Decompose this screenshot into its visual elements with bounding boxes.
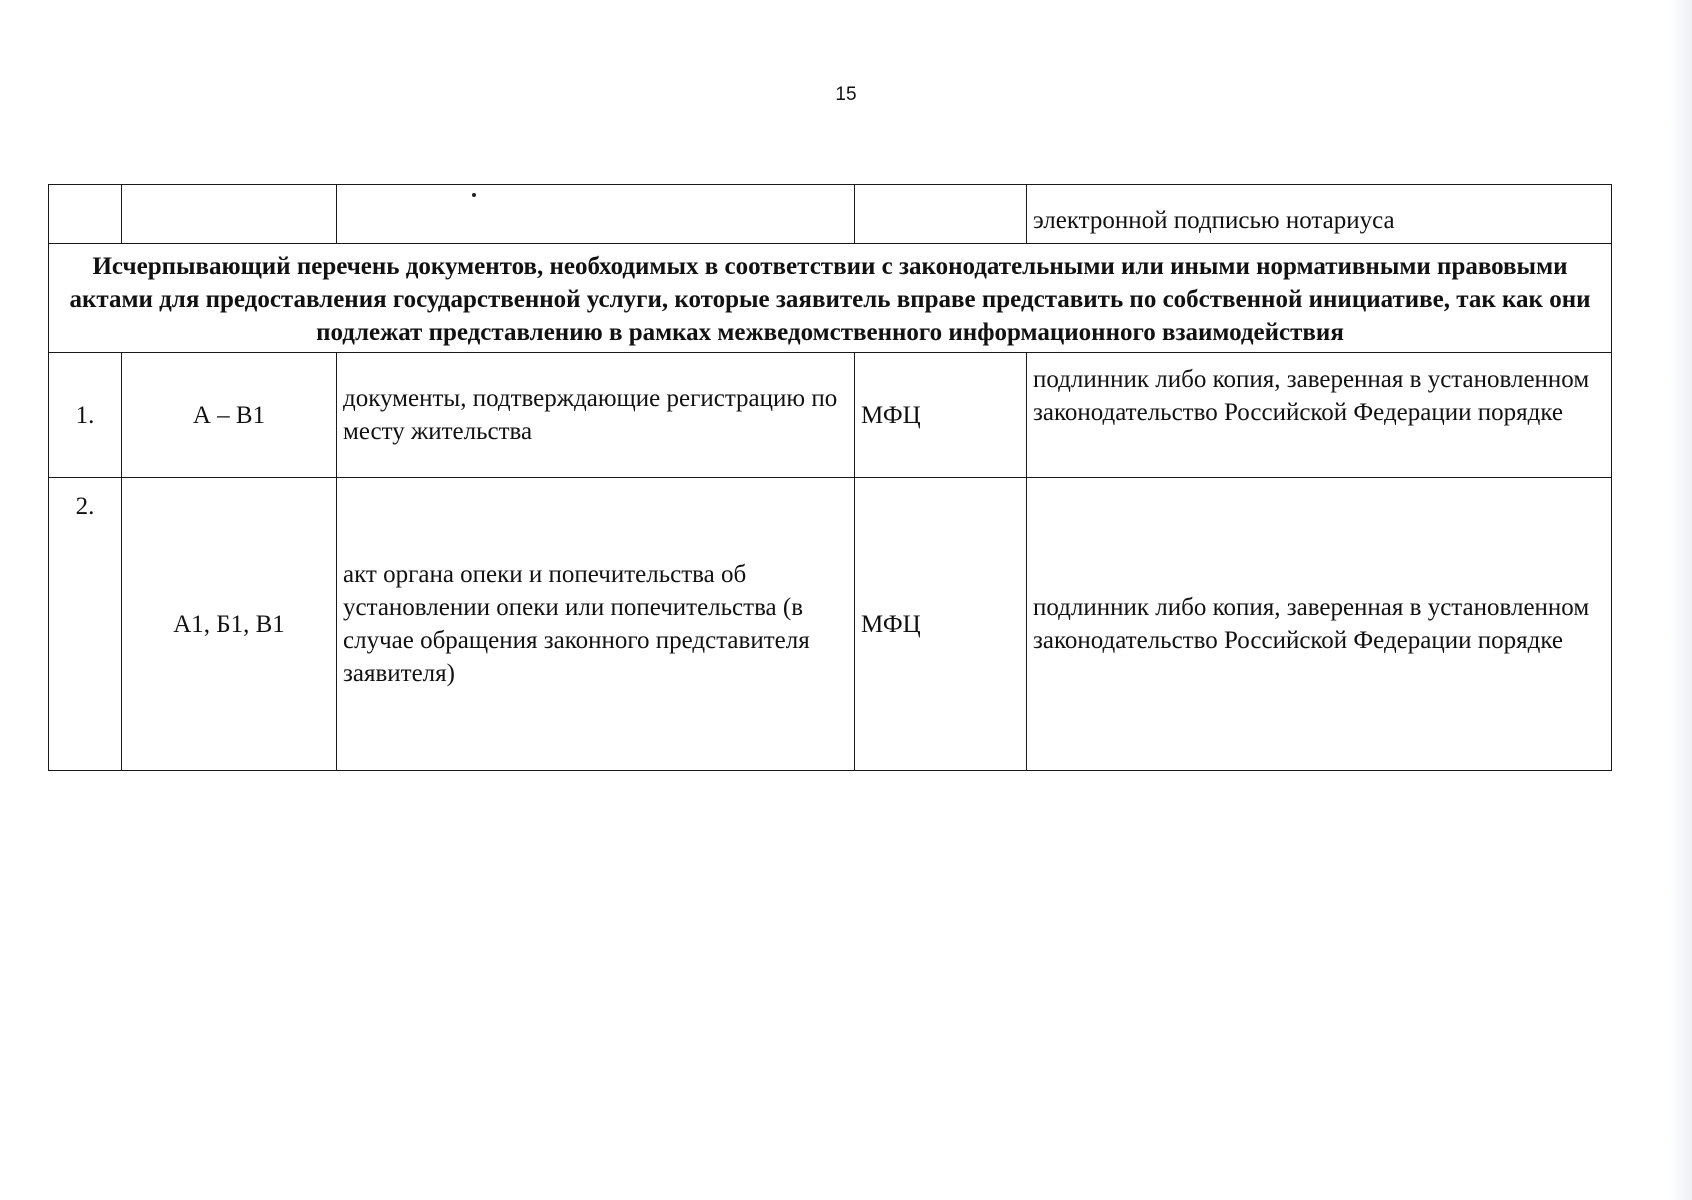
cell-form: подлинник либо копия, заверенная в установленном законодательство Российской Федерации порядке [1027,353,1612,478]
cell-document: документы, подтверждающие регистрацию по месту жительства [337,353,855,478]
section-header-row [49,244,1612,353]
cell-org-empty [855,185,1027,244]
cell-document-empty [337,185,855,244]
cell-code: А – В1 [122,353,337,478]
cell-org: МФЦ [855,353,1027,478]
cell-num: 1. [49,353,122,478]
table-row-continued [49,185,1612,244]
table-row [49,478,1612,771]
cell-code-empty [122,185,337,244]
table-row [49,353,1612,478]
page-number: 15 [835,84,857,105]
cell-form: подлинник либо копия, заверенная в установленном законодательство Российской Федерации порядке [1027,478,1612,771]
cell-org: МФЦ [855,478,1027,771]
page-edge [1670,0,1692,1200]
cell-num: 2. [49,478,122,771]
cell-form: электронной подписью нотариуса [1027,185,1612,244]
cell-document: акт органа опеки и попечительства об установлении опеки или попечительства (в случае обращения законного представителя заявителя) [337,478,855,771]
stray-dot [472,193,476,197]
section-header: Исчерпывающий перечень документов, необходимых в соответствии с законодательными или иными нормативными правовыми актами для предоставления государственной услуги, которые заявитель вправе представить по собственной инициативе, так как они подлежат представлению в рамках межведомственного информационного взаимодействия [49,244,1612,353]
cell-code: А1, Б1, В1 [122,478,337,771]
cell-num-empty [49,185,122,244]
documents-table [48,184,1612,771]
